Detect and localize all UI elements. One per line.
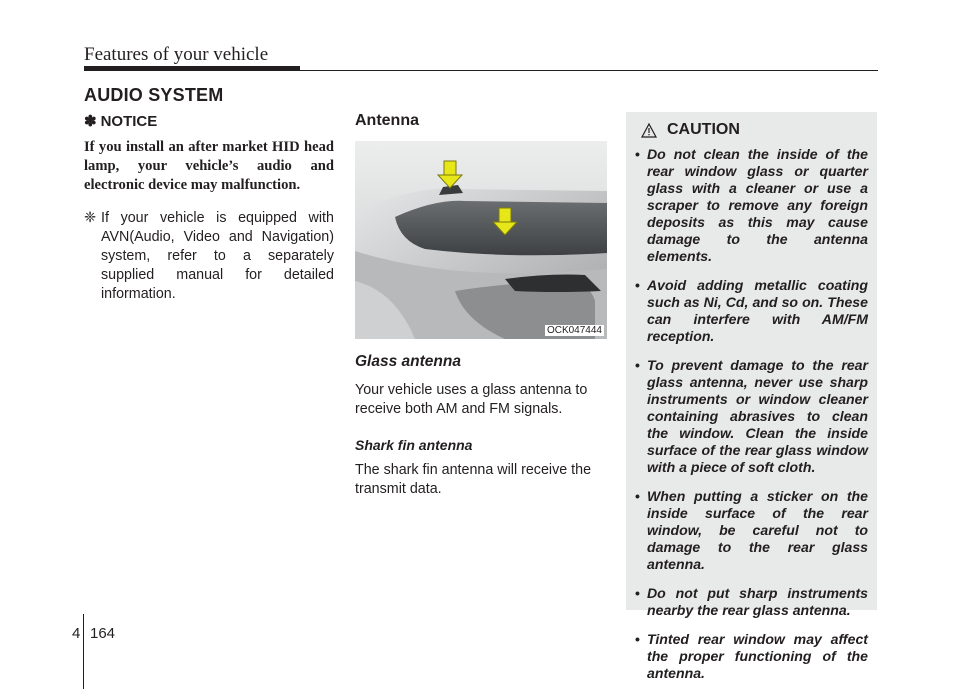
glass-antenna-title: Glass antenna — [355, 353, 461, 370]
caution-item-text: Tinted rear window may affect the proper functioning of the antenna. — [647, 631, 868, 681]
caution-item-text: Do not put sharp instruments nearby the rear glass antenna. — [647, 585, 868, 618]
caution-list — [635, 146, 868, 682]
section-title: AUDIO SYSTEM — [84, 85, 224, 105]
header-bar — [84, 66, 300, 71]
page-number-value: 164 — [90, 625, 116, 642]
caution-item — [635, 357, 868, 476]
bullet: • — [635, 631, 640, 647]
caution-item-text: When putting a sticker on the inside surface of the rear window, be careful not to damage to the rear glass antenna. — [647, 488, 868, 572]
header-rule — [300, 70, 878, 71]
bullet: • — [635, 357, 640, 373]
caution-box — [626, 112, 877, 681]
bullet: • — [635, 488, 640, 504]
caution-item-text: Do not clean the inside of the rear window glass or quarter glass with a cleaner or use a scraper to remove any foreign deposits as this may cause damage to the antenna elements. — [647, 146, 868, 264]
bullet: • — [635, 146, 640, 162]
section-number: 4 — [72, 625, 81, 642]
notice-star-icon: ✽ — [84, 113, 97, 130]
notice-heading-text: NOTICE — [100, 113, 158, 130]
notice-column — [84, 112, 334, 304]
notice-item — [84, 209, 334, 304]
bullet: • — [635, 585, 640, 601]
notice-item-icon: ❈ — [84, 210, 96, 226]
caution-heading — [635, 121, 868, 139]
figure-code: OCK047444 — [546, 325, 602, 336]
footer-divider — [83, 614, 84, 689]
notice-item-text: If your vehicle is equipped with AVN(Audio, Video and Navigation) system, refer to a separately supplied manual for detailed information. — [101, 210, 334, 302]
antenna-title: Antenna — [355, 112, 419, 129]
caution-title: CAUTION — [667, 121, 740, 138]
caution-item — [635, 488, 868, 573]
notice-body: If you install an after market HID head lamp, your vehicle’s audio and electronic device may malfunction. — [84, 139, 334, 193]
notice-heading — [84, 112, 334, 130]
bullet: • — [635, 277, 640, 293]
caution-item — [635, 277, 868, 345]
antenna-figure — [355, 141, 607, 339]
caution-item — [635, 631, 868, 682]
caution-item-text: Avoid adding metallic coating such as Ni, Cd, and so on. These can interfere with AM/FM reception. — [647, 277, 868, 344]
glass-antenna-text: Your vehicle uses a glass antenna to receive both AM and FM signals. — [355, 382, 588, 417]
antenna-column — [355, 112, 607, 499]
header-title: Features of your vehicle — [84, 44, 269, 65]
caution-item — [635, 585, 868, 619]
car-rear-illustration — [355, 141, 607, 339]
caution-item — [635, 146, 868, 265]
caution-item-text: To prevent damage to the rear glass antenna, never use sharp instruments or window cleaner containing abrasives to clean the window. Clean the inside surface of the rear glass window with a piece of soft cloth. — [647, 357, 868, 475]
warning-triangle-icon — [641, 123, 657, 138]
shark-fin-title: Shark fin antenna — [355, 437, 473, 453]
shark-fin-text: The shark fin antenna will receive the transmit data. — [355, 462, 592, 497]
